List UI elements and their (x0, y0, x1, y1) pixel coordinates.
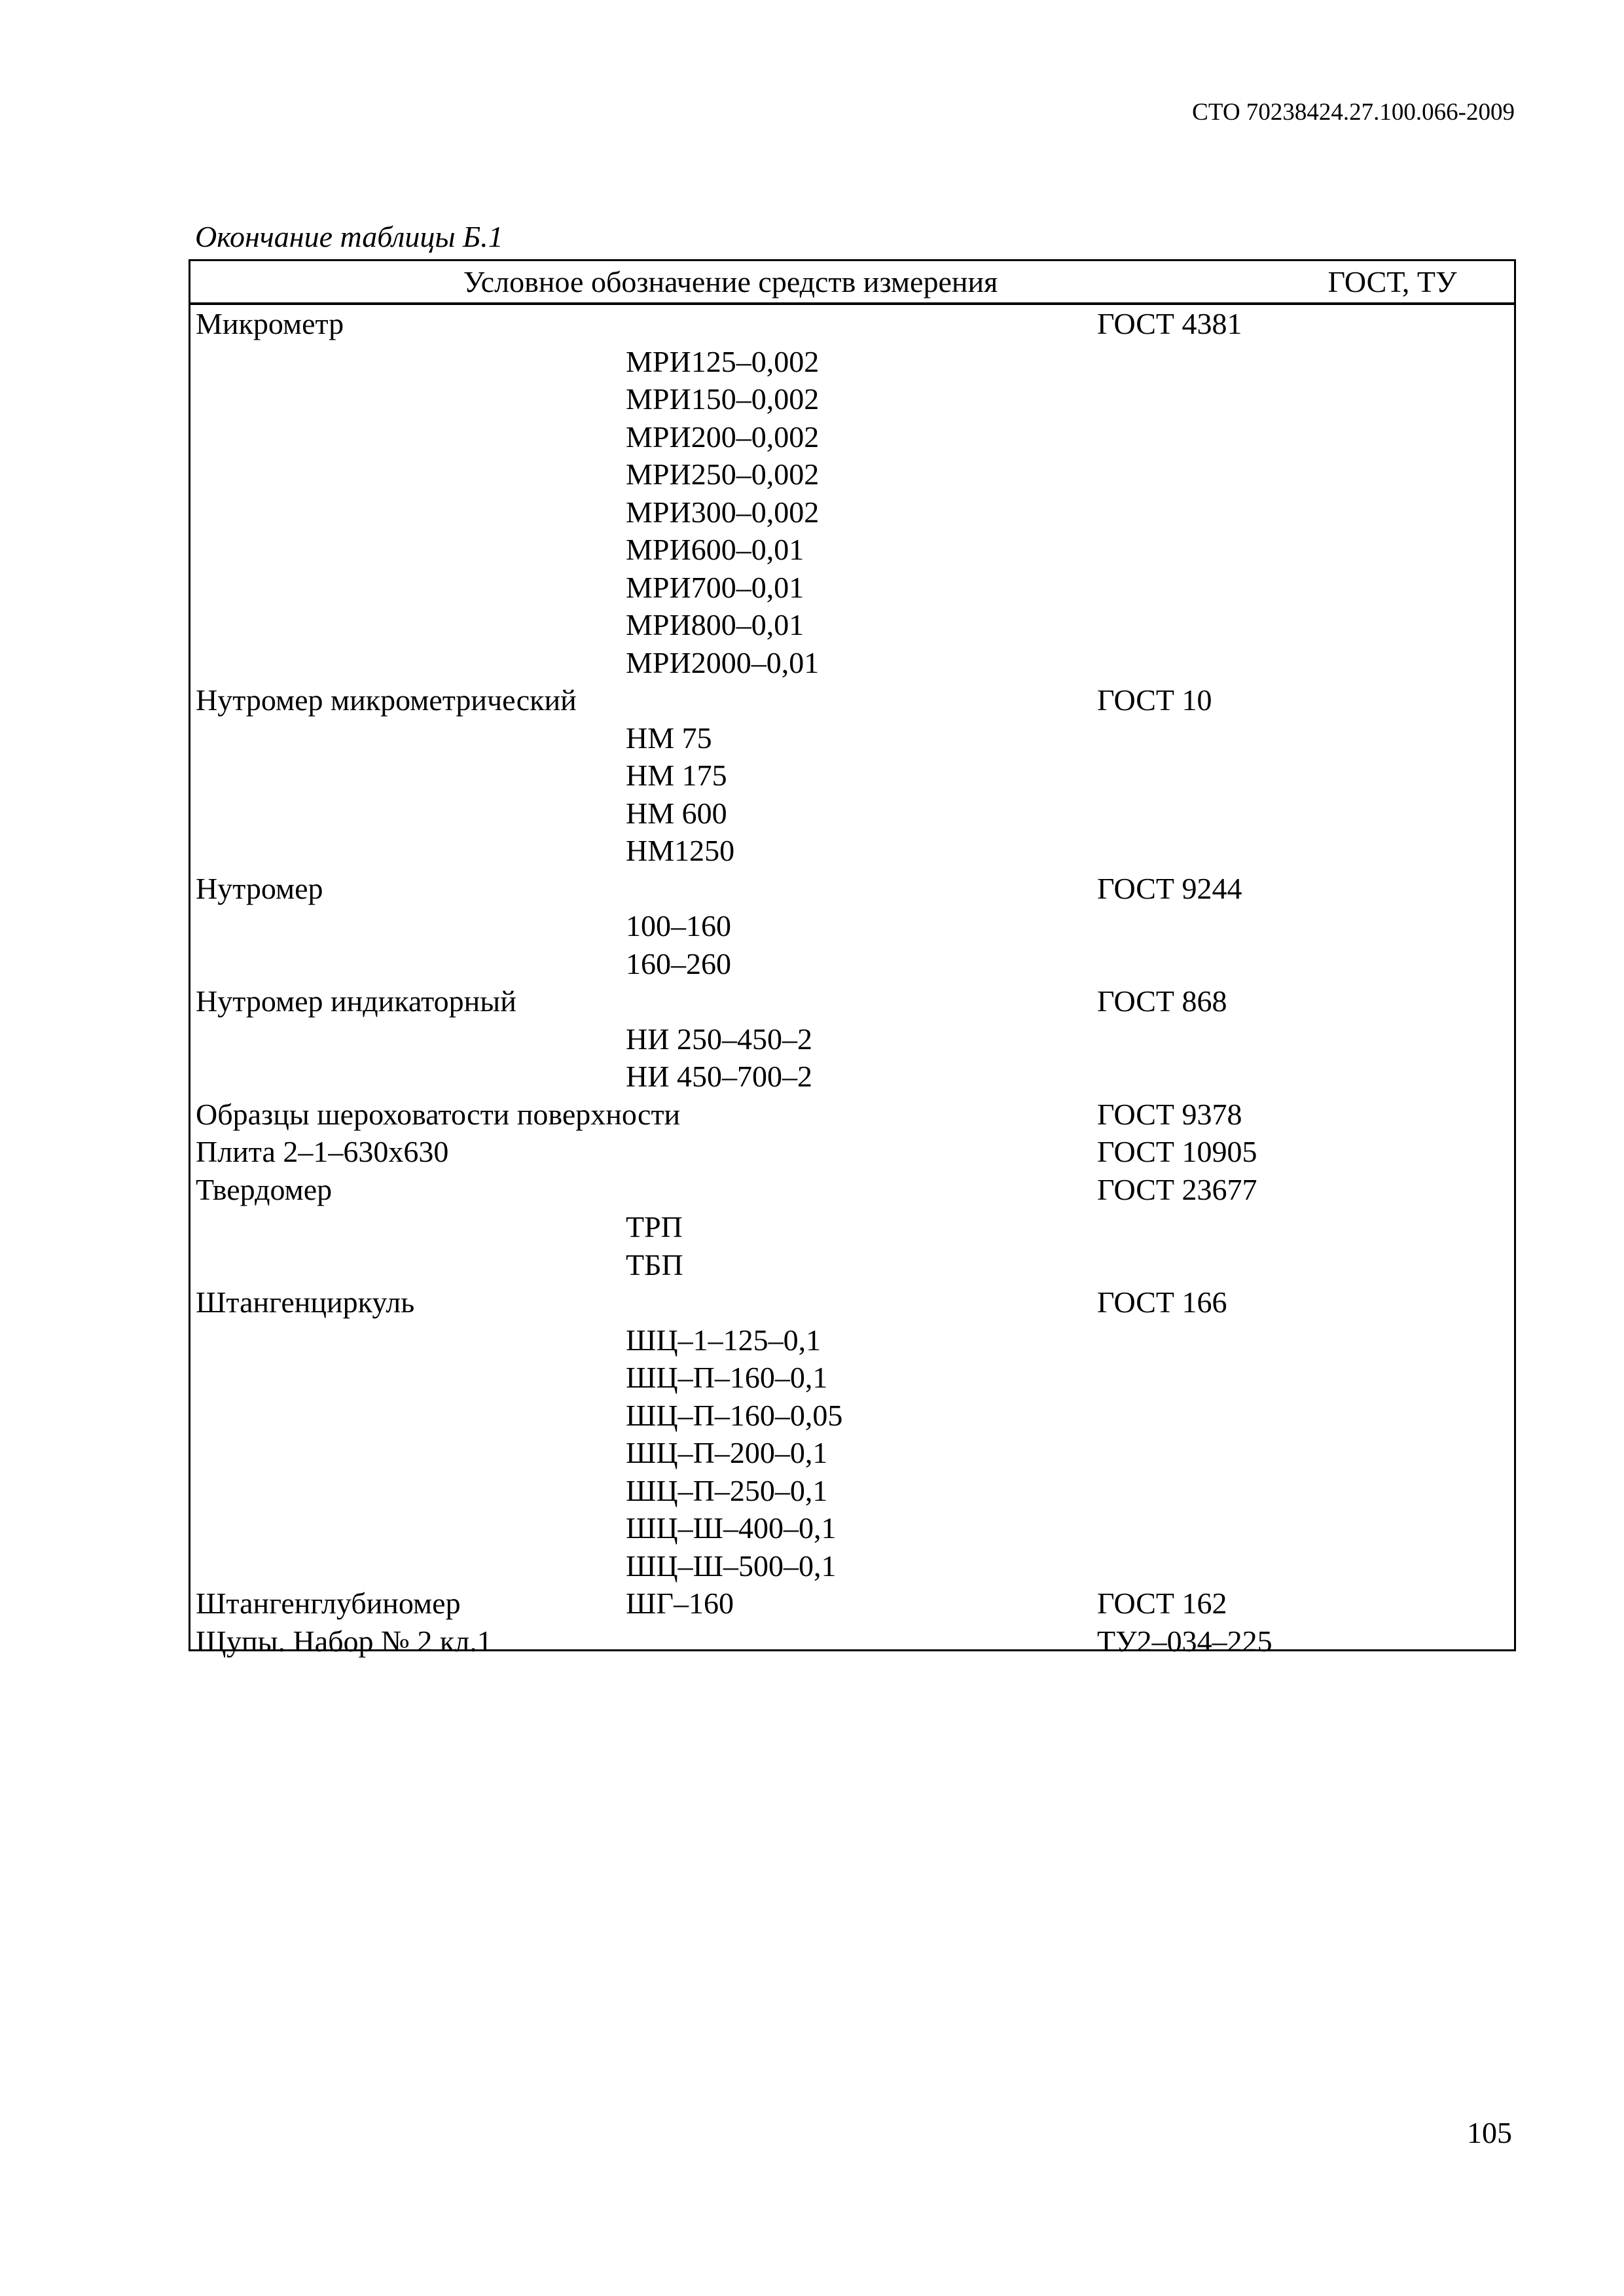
instrument-model-cell: МРИ800–0,01 (626, 608, 804, 641)
instrument-name-cell: Нутромер микрометрический (196, 683, 577, 717)
instruments-table (189, 259, 1516, 1658)
table-row (190, 1171, 1514, 1209)
standard-cell: ГОСТ 166 (1097, 1285, 1227, 1319)
table-body (190, 305, 1514, 1660)
table-row (190, 907, 1514, 945)
instrument-model-cell: ТРП (626, 1210, 683, 1244)
table-row (190, 757, 1514, 795)
table-row (190, 1321, 1514, 1359)
instrument-model-cell: ШЦ–П–160–0,05 (626, 1398, 843, 1432)
page-number: 105 (1467, 2116, 1512, 2149)
standard-cell: ГОСТ 10905 (1097, 1135, 1257, 1168)
instrument-model-cell: ШЦ–П–160–0,1 (626, 1361, 828, 1394)
instrument-name-cell: Образцы шероховатости поверхности (196, 1097, 681, 1131)
table-row (190, 719, 1514, 757)
instrument-name-cell: Нутромер (196, 871, 323, 905)
table-caption: Окончание таблицы Б.1 (195, 220, 503, 253)
instrument-model-cell: 100–160 (626, 909, 731, 942)
instrument-model-cell: ШЦ–Ш–400–0,1 (626, 1511, 837, 1545)
table-row (190, 644, 1514, 682)
instrument-model-cell: НМ 175 (626, 759, 727, 792)
table-row (190, 493, 1514, 531)
instrument-name-cell: Штангенциркуль (196, 1285, 415, 1319)
instrument-name-cell: Штангенглубиномер (196, 1587, 461, 1620)
instrument-name-cell: Микрометр (196, 307, 344, 340)
instrument-model-cell: МРИ125–0,002 (626, 344, 820, 378)
table-row (190, 1208, 1514, 1246)
table-row (190, 832, 1514, 870)
instrument-model-cell: МРИ700–0,01 (626, 570, 804, 604)
document-code: СТО 70238424.27.100.066-2009 (1192, 99, 1515, 126)
table-row (190, 1246, 1514, 1284)
table-row (190, 418, 1514, 456)
instrument-model-cell: МРИ150–0,002 (626, 382, 820, 416)
standard-cell: ГОСТ 10 (1097, 683, 1212, 717)
instrument-name-cell: Щупы. Набор № 2 кл.1 (196, 1624, 492, 1658)
instrument-model-cell: ШЦ–П–200–0,1 (626, 1436, 828, 1469)
standard-cell: ГОСТ 868 (1097, 984, 1227, 1018)
instrument-model-cell: МРИ2000–0,01 (626, 645, 820, 679)
table-row (190, 1058, 1514, 1096)
instrument-model-cell: МРИ600–0,01 (626, 533, 804, 566)
table-row (190, 343, 1514, 381)
table-row (190, 870, 1514, 908)
table-row (190, 531, 1514, 569)
table-row (190, 681, 1514, 719)
instrument-model-cell: ШЦ–П–250–0,1 (626, 1473, 828, 1507)
instrument-model-cell: НИ 250–450–2 (626, 1022, 812, 1056)
instrument-model-cell: НИ 450–700–2 (626, 1060, 812, 1093)
instrument-name-cell: Твердомер (196, 1172, 333, 1206)
table-row (190, 1434, 1514, 1472)
table-row (190, 380, 1514, 418)
table-row (190, 1133, 1514, 1171)
instrument-model-cell: ШГ–160 (626, 1587, 734, 1620)
instrument-model-cell: НМ 600 (626, 796, 727, 830)
column-header-instrument: Условное обозначение средств измерения (463, 265, 998, 298)
standard-cell: ТУ2–034–225 (1097, 1624, 1272, 1658)
table-row (190, 1547, 1514, 1585)
table-row (190, 1623, 1514, 1660)
table-row (190, 569, 1514, 607)
column-header-standard: ГОСТ, ТУ (1327, 265, 1457, 298)
table-row (190, 1472, 1514, 1510)
table-header-row (190, 261, 1514, 302)
table-row (190, 1585, 1514, 1623)
table-row (190, 982, 1514, 1020)
table-row (190, 1397, 1514, 1435)
standard-cell: ГОСТ 4381 (1097, 307, 1242, 340)
standard-cell: ГОСТ 9244 (1097, 871, 1242, 905)
table-row (190, 1096, 1514, 1134)
table-row (190, 305, 1514, 343)
table-row (190, 606, 1514, 644)
instrument-model-cell: 160–260 (626, 946, 731, 980)
instrument-model-cell: ШЦ–1–125–0,1 (626, 1323, 821, 1357)
table-row (190, 1359, 1514, 1397)
instrument-model-cell: НМ1250 (626, 834, 735, 867)
table-row (190, 1020, 1514, 1058)
table-row (190, 1509, 1514, 1547)
standard-cell: ГОСТ 9378 (1097, 1097, 1242, 1131)
instrument-model-cell: НМ 75 (626, 721, 712, 755)
instrument-model-cell: МРИ250–0,002 (626, 457, 820, 491)
instrument-model-cell: ШЦ–Ш–500–0,1 (626, 1549, 837, 1583)
table-row (190, 456, 1514, 493)
standard-cell: ГОСТ 162 (1097, 1587, 1227, 1620)
instrument-model-cell: ТБП (626, 1247, 683, 1282)
instrument-name-cell: Нутромер индикаторный (196, 984, 516, 1018)
table-row (190, 945, 1514, 983)
instrument-model-cell: МРИ200–0,002 (626, 420, 820, 454)
table-row (190, 1283, 1514, 1321)
instrument-model-cell: МРИ300–0,002 (626, 495, 820, 529)
table-row (190, 795, 1514, 833)
standard-cell: ГОСТ 23677 (1097, 1172, 1257, 1206)
instrument-name-cell: Плита 2–1–630х630 (196, 1135, 449, 1168)
